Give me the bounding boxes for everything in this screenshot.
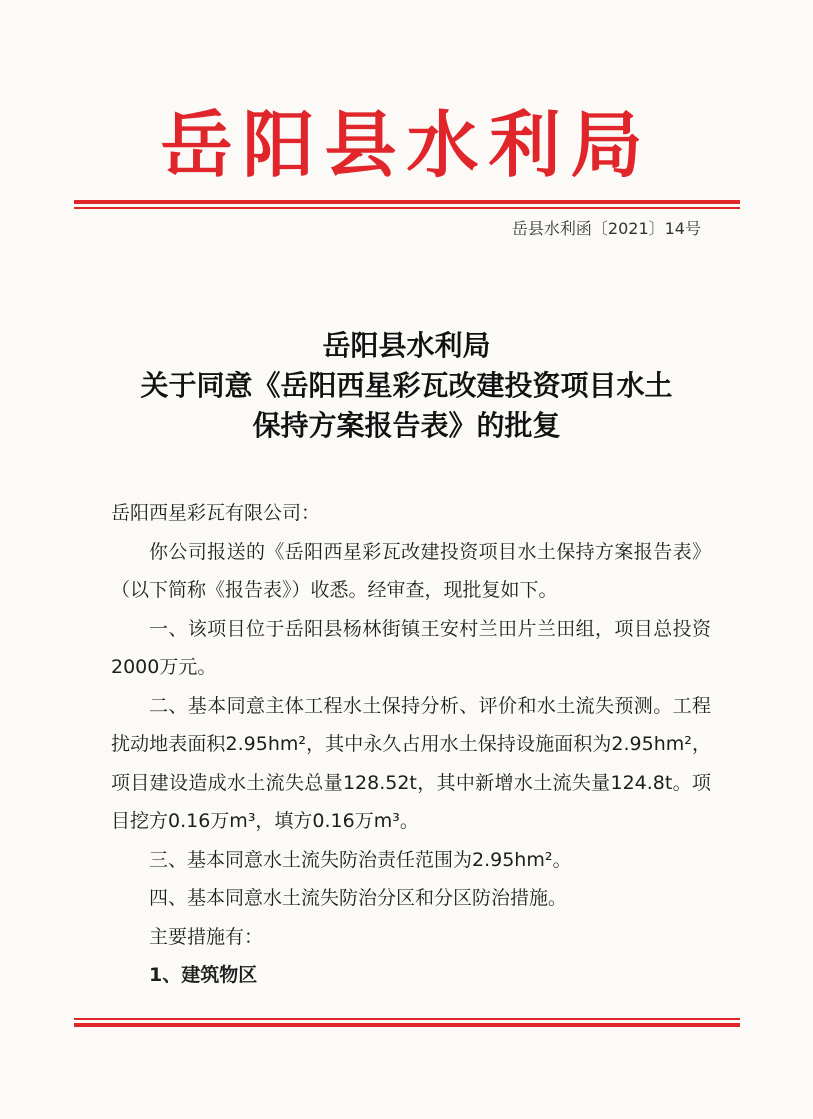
paragraph-analysis: 二、基本同意主体工程水土保持分析、评价和水土流失预测。工程扰动地表面积2.95hm²，其中永久占用水土保持设施面积为2.95hm²，项目建设造成水土流失总量128.52t，其中新增水土流失量124.8t。项目挖方0.16万m³，填方0.16万m³。 bbox=[111, 694, 711, 832]
paragraph-intro: 你公司报送的《岳阳西星彩瓦改建投资项目水土保持方案报告表》（以下简称《报告表》）收悉。经审查，现批复如下。 bbox=[111, 540, 711, 601]
paragraph-zoning: 四、基本同意水土流失防治分区和分区防治措施。 bbox=[149, 887, 568, 909]
paragraph-scope: 三、基本同意水土流失防治责任范围为2.95hm²。 bbox=[149, 848, 572, 871]
footer-rule-thin bbox=[74, 1018, 740, 1020]
header-rule-thin bbox=[74, 207, 740, 209]
title-line-2: 关于同意《岳阳西星彩瓦改建投资项目水土 bbox=[140, 369, 673, 402]
document-body bbox=[111, 494, 711, 995]
org-letterhead: 岳阳县水利局 bbox=[160, 102, 653, 187]
document-title bbox=[60, 326, 753, 446]
paragraph-measures: 主要措施有： bbox=[149, 925, 264, 948]
paragraph-location: 一、该项目位于岳阳县杨林街镇王安村兰田片兰田组，项目总投资2000万元。 bbox=[111, 617, 711, 678]
footer-rule-thick bbox=[74, 1023, 740, 1027]
document-number: 岳县水利函〔2021〕14号 bbox=[511, 219, 701, 238]
header-rule-thick bbox=[74, 200, 740, 204]
title-line-3: 保持方案报告表》的批复 bbox=[252, 409, 561, 442]
section-building-area: 1、建筑物区 bbox=[149, 964, 258, 986]
salutation: 岳阳西星彩瓦有限公司： bbox=[111, 502, 321, 524]
title-line-1: 岳阳县水利局 bbox=[322, 329, 491, 362]
